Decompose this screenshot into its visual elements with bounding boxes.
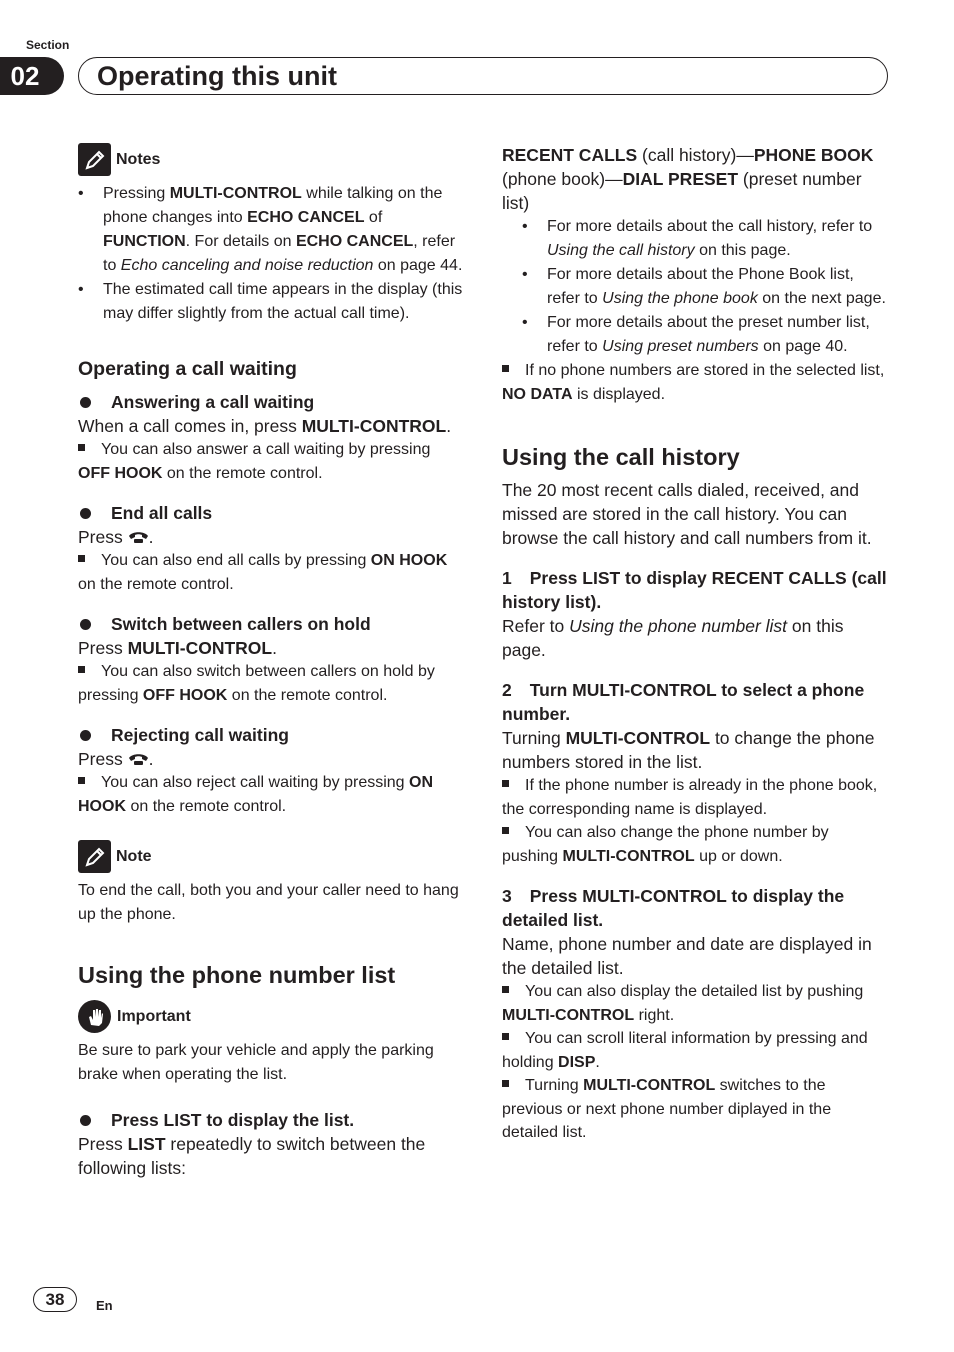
bullet-icon: [80, 508, 91, 519]
square-bullet-icon: [502, 827, 509, 834]
square-bullet-icon: [502, 1080, 509, 1087]
important-text: Be sure to park your vehicle and apply the parking brake when operating the list.: [78, 1042, 434, 1083]
section-number-badge: 02: [0, 57, 64, 95]
list-item: • For more details about the call history, refer to Using the call history on this page.: [522, 215, 888, 263]
press-list-heading: Press LIST to display the list.: [78, 1108, 464, 1132]
step-2-body: Turning MULTI-CONTROL to change the phone numbers stored in the list.: [502, 728, 875, 772]
bullet-icon: [80, 1115, 91, 1126]
reject-tip: You can also reject call waiting by pressing ON HOOK on the remote control.: [78, 774, 434, 815]
switch-tip: You can also switch between callers on hold by pressing OFF HOOK on the remote control.: [78, 663, 435, 704]
step-3-tip-2: You can scroll literal information by pressing and holding DISP.: [502, 1030, 868, 1071]
reject-heading: Rejecting call waiting: [78, 723, 464, 747]
list-item: • Pressing MULTI-CONTROL while talking on the phone changes into ECHO CANCEL of FUNCTION. For details on ECHO CANCEL, refer to Echo canceling and noise reduction on page 44.: [78, 182, 464, 278]
details-list: [502, 215, 888, 359]
call-waiting-heading: Operating a call waiting: [78, 358, 297, 380]
switch-body: Press MULTI-CONTROL.: [78, 638, 277, 658]
left-column: [78, 143, 464, 1180]
step-3-tip-1: You can also display the detailed list by pushing MULTI-CONTROL right.: [502, 983, 864, 1024]
step-2-tip-2: You can also change the phone number by pushing MULTI-CONTROL up or down.: [502, 824, 829, 865]
note-title: Note: [116, 847, 152, 865]
square-bullet-icon: [78, 444, 85, 451]
note-text: To end the call, both you and your caller need to hang up the phone.: [78, 882, 459, 923]
bullet-icon: [80, 397, 91, 408]
answer-tip: You can also answer a call waiting by pressing OFF HOOK on the remote control.: [78, 441, 431, 482]
phone-hangup-icon: [128, 530, 149, 544]
square-bullet-icon: [502, 780, 509, 787]
no-data-tip: If no phone numbers are stored in the selected list, NO DATA is displayed.: [502, 362, 885, 403]
list-item: • The estimated call time appears in the display (this may differ slightly from the actual call time).: [78, 278, 464, 326]
bullet-icon: [80, 619, 91, 630]
list-item: • For more details about the Phone Book list, refer to Using the phone book on the next page.: [522, 263, 888, 311]
switch-heading: Switch between callers on hold: [78, 612, 464, 636]
square-bullet-icon: [502, 986, 509, 993]
phone-list-heading: Using the phone number list: [78, 962, 396, 988]
end-all-body: Press .: [78, 527, 154, 547]
square-bullet-icon: [78, 666, 85, 673]
step-2-title: 2 Turn MULTI-CONTROL to select a phone number.: [502, 680, 865, 724]
lists-sequence: RECENT CALLS (call history)—PHONE BOOK (phone book)—DIAL PRESET (preset number list): [502, 145, 874, 213]
step-1-title: 1 Press LIST to display RECENT CALLS (call history list).: [502, 568, 887, 612]
step-2-tip-1: If the phone number is already in the phone book, the corresponding name is displayed.: [502, 777, 878, 818]
hand-icon: [78, 1000, 111, 1033]
pencil-icon: [78, 840, 111, 873]
call-history-heading: Using the call history: [502, 444, 740, 470]
page-number: 38: [33, 1287, 77, 1312]
important-header: [78, 1000, 464, 1033]
important-title: Important: [117, 1007, 191, 1025]
square-bullet-icon: [502, 1033, 509, 1040]
notes-header: [78, 143, 464, 176]
right-column: [502, 143, 888, 1145]
step-3-body: Name, phone number and date are displayed in the detailed list.: [502, 934, 872, 978]
bullet-icon: [80, 730, 91, 741]
square-bullet-icon: [78, 777, 85, 784]
step-3-tip-3: Turning MULTI-CONTROL switches to the previous or next phone number diplayed in the detailed list.: [502, 1077, 832, 1141]
list-item: • For more details about the preset number list, refer to Using preset numbers on page 40.: [522, 311, 888, 359]
page-title: [78, 57, 888, 95]
square-bullet-icon: [78, 555, 85, 562]
section-label: Section: [26, 38, 70, 52]
call-history-intro: The 20 most recent calls dialed, received, and missed are stored in the call history. You can browse the call history and call numbers from it.: [502, 480, 872, 548]
reject-body: Press .: [78, 749, 154, 769]
end-all-tip: You can also end all calls by pressing ON HOOK on the remote control.: [78, 552, 448, 593]
step-3-title: 3 Press MULTI-CONTROL to display the detailed list.: [502, 886, 845, 930]
language-label: En: [96, 1298, 113, 1313]
answer-heading: Answering a call waiting: [78, 390, 464, 414]
notes-title: Notes: [116, 150, 161, 168]
step-1-body: Refer to Using the phone number list on this page.: [502, 616, 844, 660]
pencil-icon: [78, 143, 111, 176]
square-bullet-icon: [502, 365, 509, 372]
answer-body: When a call comes in, press MULTI-CONTROL.: [78, 416, 452, 436]
press-list-body: Press LIST repeatedly to switch between the following lists:: [78, 1134, 426, 1178]
phone-hangup-icon: [128, 752, 149, 766]
page-title-text: Operating this unit: [97, 60, 337, 91]
end-all-heading: End all calls: [78, 501, 464, 525]
note-header: [78, 840, 464, 873]
notes-list: [78, 182, 464, 326]
